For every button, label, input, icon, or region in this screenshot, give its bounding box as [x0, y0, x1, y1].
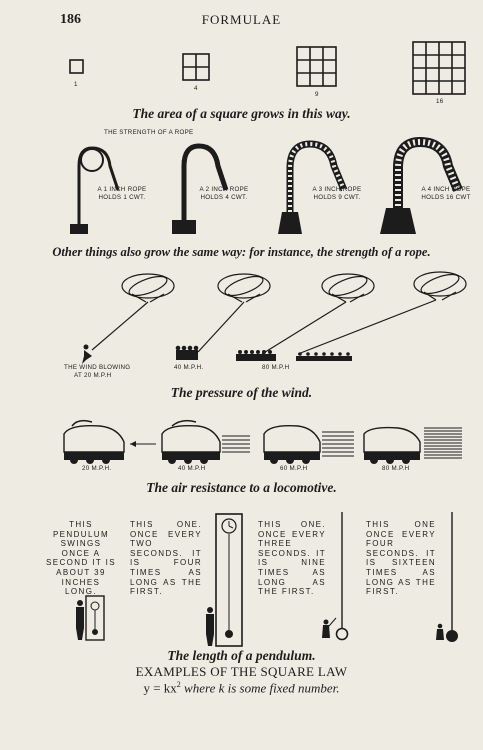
pulling-men [82, 345, 352, 365]
rope-label-2: A 2 INCH ROPE HOLDS 4 CWT. [199, 186, 249, 201]
squares-caption: The area of a square grows in this way. [132, 106, 351, 121]
loco-label-60: 60 M.P.H [280, 465, 308, 472]
wind-label-20: THE WIND BLOWING AT 20 M.P.H [64, 364, 131, 379]
loco-figure [0, 412, 483, 472]
loco-4 [364, 428, 462, 464]
loco-1 [64, 421, 124, 464]
pendulum-4 [436, 512, 458, 642]
rope-caption: Other things also grow the same way: for instance, the strength of a rope. [52, 245, 431, 259]
rope-label-3: A 3 INCH ROPE HOLDS 9 CWT. [312, 186, 362, 201]
loco-label-40: 40 M.P.H [178, 465, 206, 472]
pendulum-text-2: THIS ONE. ONCE EVERY TWO SECONDS. IT IS FOUR TIMES AS LONG AS THE FIRST. [130, 520, 202, 597]
rope-heading: THE STRENGTH OF A ROPE [104, 129, 194, 136]
loco-2 [162, 421, 250, 464]
clock-2 [206, 514, 242, 646]
wind-figure [0, 268, 483, 368]
kite-2 [198, 273, 270, 352]
page-number: 186 [60, 12, 81, 27]
pendulum-text-1: THIS PENDULUM SWINGS ONCE A SECOND IT IS ABOUT 39 INCHES LONG. [46, 520, 116, 597]
pendulum-figure [0, 512, 483, 652]
wind-label-80: 80 M.P.H [262, 364, 290, 371]
loco-caption: The air resistance to a locomotive. [146, 480, 337, 495]
loco-label-80: 80 M.P.H [382, 465, 410, 472]
square-label-9: 9 [315, 91, 319, 98]
rope-label-4: A 4 INCH ROPE HOLDS 16 CWT [421, 186, 471, 201]
squares-figure [0, 40, 483, 150]
square-9 [297, 47, 336, 86]
formula-rest: where k is some fixed number. [180, 680, 340, 696]
pendulum-text-4: THIS ONE ONCE EVERY FOUR SECONDS. IT IS SIXTEEN TIMES AS LONG AS THE FIRST. [366, 520, 436, 597]
kite-1 [92, 273, 174, 350]
formula [0, 680, 483, 696]
loco-label-20: 20 M.P.H. [82, 465, 112, 472]
wind-caption: The pressure of the wind. [170, 385, 313, 400]
pendulum-caption: The length of a pendulum. [167, 648, 316, 663]
men-group-80-1 [236, 350, 276, 361]
pendulum-3 [322, 512, 348, 640]
loco-3 [264, 426, 354, 464]
men-group-80-2 [296, 352, 352, 361]
running-title: FORMULAE [201, 12, 282, 27]
square-label-1: 1 [74, 81, 78, 88]
square-label-4: 4 [194, 85, 198, 92]
kite-3 [262, 273, 374, 354]
square-law-title: EXAMPLES OF THE SQUARE LAW [135, 664, 348, 679]
square-label-16: 16 [436, 98, 444, 105]
formula-exponent: 2 [176, 680, 181, 689]
pendulum-text-3: THIS ONE. ONCE EVERY THREE SECONDS. IT IS NINE TIMES AS LONG AS THE FIRST. [258, 520, 326, 597]
clock-1 [76, 596, 104, 640]
men-group-40 [176, 346, 199, 360]
formula-main: y = kx [143, 680, 177, 696]
wind-label-40: 40 M.P.H. [174, 364, 204, 371]
page-header [0, 12, 483, 32]
square-1 [70, 60, 83, 73]
rope-label-1: A 1 INCH ROPE HOLDS 1 CWT. [97, 186, 147, 201]
